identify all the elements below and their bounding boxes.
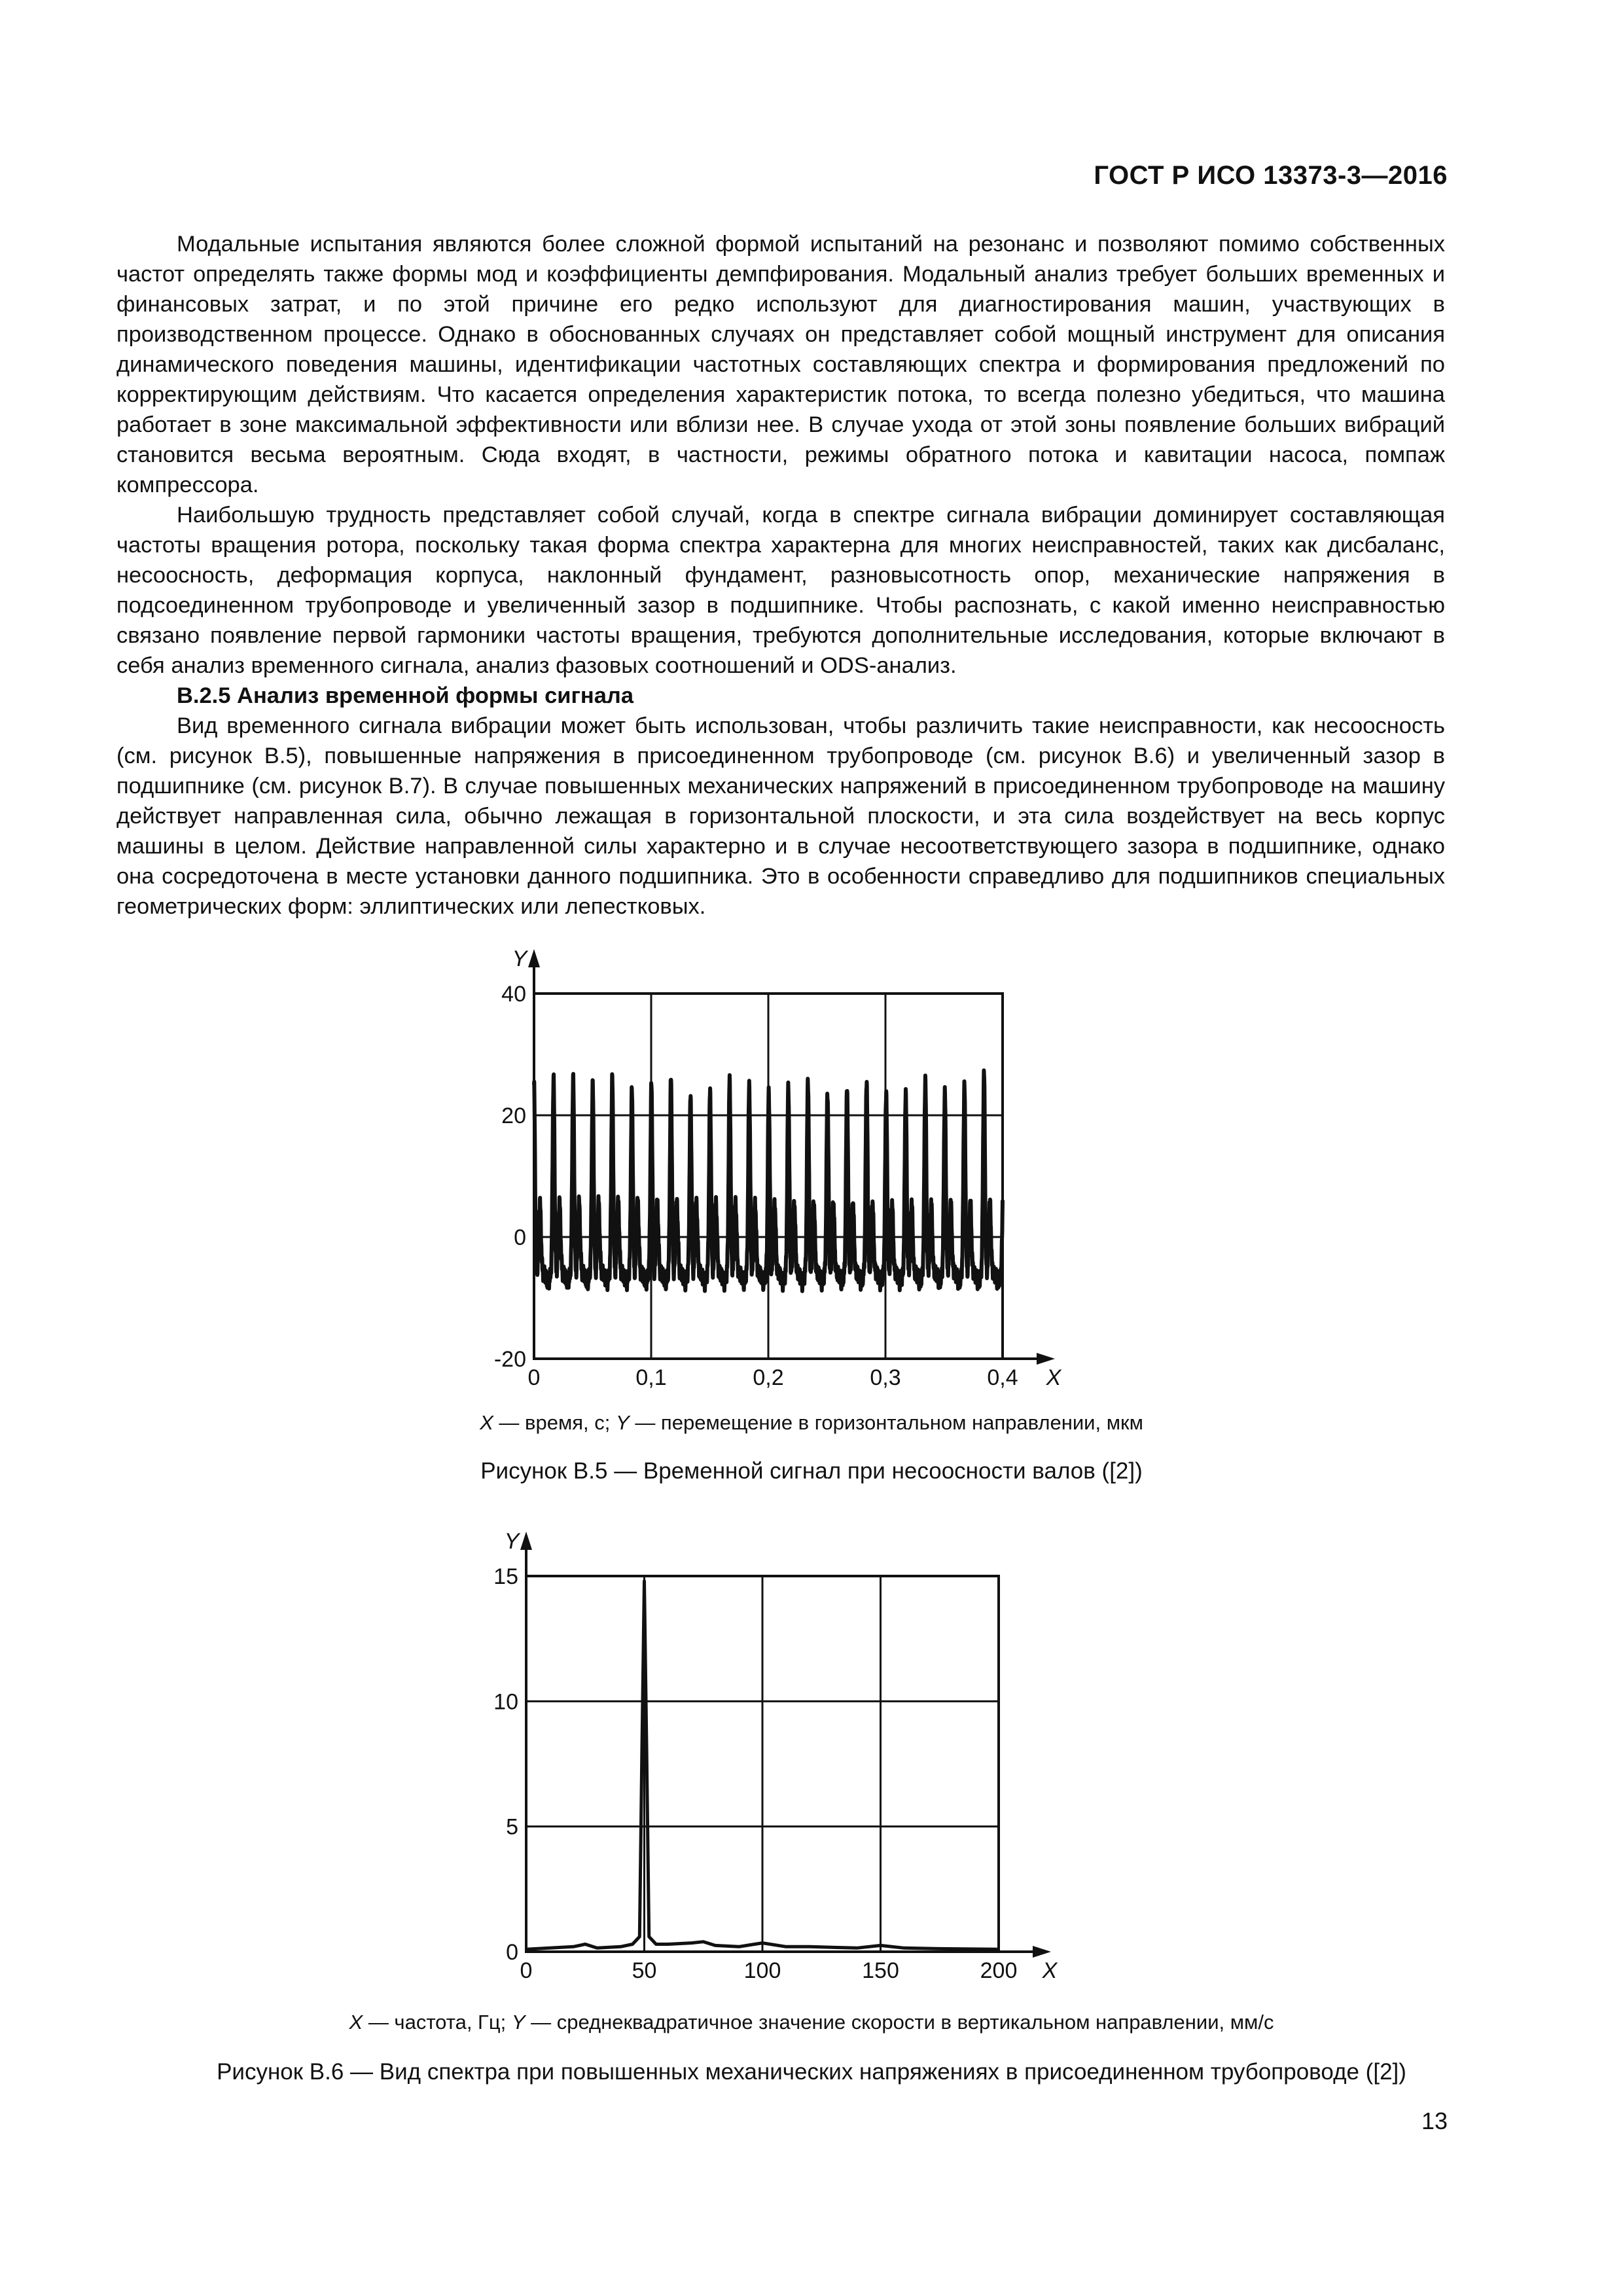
paragraph-time-signal: Вид временного сигнала вибрации может быть использован, чтобы различить такие неисправности, как несоосность (см. рисунок В.5), повышенные напряжения в присоединенном трубопроводе (см. рисунок В.6) и увеличенный зазор в подшипнике (см. рисунок В.7). В случае повышенных механических напряжений в присоединенном трубопроводе на машину действует направленная сила, обычно лежащая в горизонтальной плоскости, и эта сила воздействует на весь корпус машины в целом. Действие направленной силы характерно и в случае несоответствующего зазора в подшипнике, однако она сосредоточена в месте установки данного подшипника. Это в особенности справедливо для подшипников специальных геометрических форм: эллиптических или лепестковых. [116, 713, 1445, 919]
figure-b5-y-axis-name: Y [512, 946, 527, 971]
legend-x-text: — время, с; [493, 1411, 616, 1434]
figure-b6-x-tick-label: 0 [520, 1958, 533, 1983]
paragraph-rotor-frequency: Наибольшую трудность представляет собой случай, когда в спектре сигнала вибрации доминирует составляющая частоты вращения ротора, поскольку такая форма спектра характерна для многих неисправностей, таких как дисбаланс, несоосность, деформация корпуса, наклонный фундамент, разновысотность опор, механические напряжения в подсоединенном трубопроводе и увеличенный зазор в подшипнике. Чтобы распознать, с какой именно неисправностью связано появление первой гармоники частоты вращения, требуются дополнительные исследования, которые включают в себя анализ временного сигнала, анализ фазовых соотношений и ODS-анализ. [116, 503, 1445, 678]
figure-b6-y-axis-arrow [520, 1532, 532, 1550]
figure-b5-y-tick-label: 20 [501, 1103, 526, 1128]
figure-b5-x-tick-label: 0,2 [753, 1365, 784, 1390]
figure-b6-y-tick-label: 15 [493, 1564, 518, 1589]
legend-x-text: — частота, Гц; [363, 2011, 512, 2034]
figure-b6-x-axis-arrow [1033, 1946, 1051, 1958]
figure-b6-x-tick-label: 150 [862, 1958, 899, 1983]
figure-b5-x-tick-label: 0,3 [870, 1365, 901, 1390]
legend-y-text: — перемещение в горизонтальном направлении, мкм [629, 1411, 1143, 1434]
figure-b5-y-tick-label: 0 [514, 1225, 526, 1250]
figure-b6-y-axis-name: Y [504, 1529, 520, 1554]
figure-b5-x-axis-name: X [1046, 1365, 1061, 1390]
paragraph-modal-tests: Модальные испытания являются более сложной формой испытаний на резонанс и позволяют помимо собственных частот определять также формы мод и коэффициенты демпфирования. Модальный анализ требует больших временных и финансовых затрат, и по этой причине его редко используют для диагностирования машин, участвующих в производственном процессе. Однако в обоснованных случаях он представляет собой мощный инструмент для описания динамического поведения машины, идентификации частотных составляющих спектра и формирования предложений по корректирующим действиям. Что касается определения характеристик потока, то всегда полезно убедиться, что машина работает в зоне максимальной эффективности или вблизи нее. В случае ухода от этой зоны появление больших вибраций становится весьма вероятным. Сюда входят, в частности, режимы обратного потока и кавитации насоса, помпаж компрессора. [116, 232, 1445, 497]
figure-b5-x-tick-label: 0 [527, 1365, 541, 1390]
legend-y-symbol: Y [511, 2011, 526, 2034]
legend-x-symbol: X [349, 2011, 363, 2034]
figure-b6-y-tick-label: 10 [493, 1689, 518, 1715]
legend-y-text: — среднеквадратичное значение скорости в вертикальном направлении, мм/с [525, 2011, 1274, 2034]
subsection-heading: B.2.5 Анализ временной формы сигнала [177, 683, 634, 708]
legend-x-symbol: X [480, 1411, 493, 1434]
figure-b6-x-tick-label: 50 [632, 1958, 657, 1983]
document-id: ГОСТ Р ИСО 13373-3—2016 [1094, 161, 1448, 190]
figure-b6-y-tick-label: 0 [506, 1940, 518, 1965]
figure-b5-x-tick-label: 0,1 [635, 1365, 667, 1390]
figure-b6-x-tick-label: 100 [743, 1958, 781, 1983]
figure-b5-y-tick-label: -20 [493, 1347, 526, 1372]
figure-b6-x-axis-name: X [1042, 1958, 1058, 1983]
figure-b5-y-tick-label: 40 [501, 982, 526, 1007]
figure-b6-x-tick-label: 200 [980, 1958, 1018, 1983]
figure-b6-y-tick-label: 5 [506, 1814, 518, 1840]
page-number: 13 [1421, 2108, 1448, 2134]
figure-b5-x-tick-label: 0,4 [987, 1365, 1018, 1390]
figure-b5-title: Рисунок В.5 — Временной сигнал при несоосности валов ([2]) [480, 1458, 1143, 1484]
legend-y-symbol: Y [616, 1411, 630, 1434]
figure-b6-title: Рисунок В.6 — Вид спектра при повышенных механических напряжениях в присоединенном трубопроводе ([2]) [217, 2059, 1406, 2085]
